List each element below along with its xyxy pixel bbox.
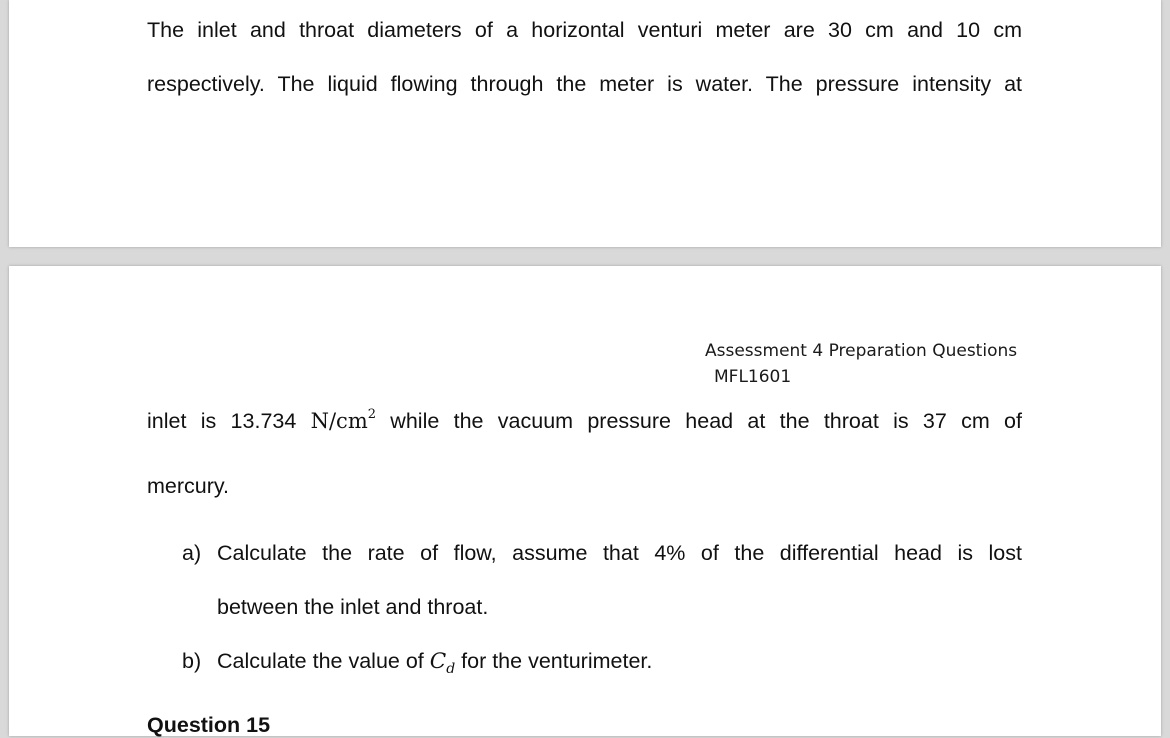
question-text-line — [147, 409, 1022, 434]
text-segment: Calculate the value of — [217, 649, 430, 673]
question-text-line: The inlet and throat diameters of a horizontal venturi meter are 30 cm and 10 cm — [147, 18, 1022, 42]
document-page-2 — [9, 266, 1161, 736]
question-text-line: mercury. — [147, 474, 230, 498]
next-question-heading: Question 15 — [147, 713, 271, 737]
sub-question-label: a) — [182, 541, 202, 565]
sub-question-text: Calculate the rate of flow, assume that 4% of the differential head is lost — [217, 541, 1022, 565]
document-page-1 — [9, 0, 1161, 247]
text-segment: inlet is 13.734 — [147, 409, 311, 433]
symbol-subscript: d — [446, 661, 456, 677]
unit-text: N/cm — [310, 409, 368, 433]
page-header-course-code: MFL1601 — [714, 367, 792, 387]
discharge-coefficient-symbol: C — [429, 649, 447, 674]
sub-question-text — [217, 649, 653, 677]
pressure-unit — [311, 409, 376, 433]
sub-question-label: b) — [182, 649, 202, 673]
text-segment: while the vacuum pressure head at the throat is 37 cm of — [376, 409, 1022, 433]
question-text-line: respectively. The liquid flowing through the meter is water. The pressure intensity at — [147, 72, 1022, 96]
text-segment: for the venturimeter. — [455, 649, 653, 673]
page-header-title: Assessment 4 Preparation Questions — [705, 341, 1018, 361]
unit-exponent: 2 — [367, 407, 377, 422]
sub-question-text: between the inlet and throat. — [217, 595, 489, 619]
